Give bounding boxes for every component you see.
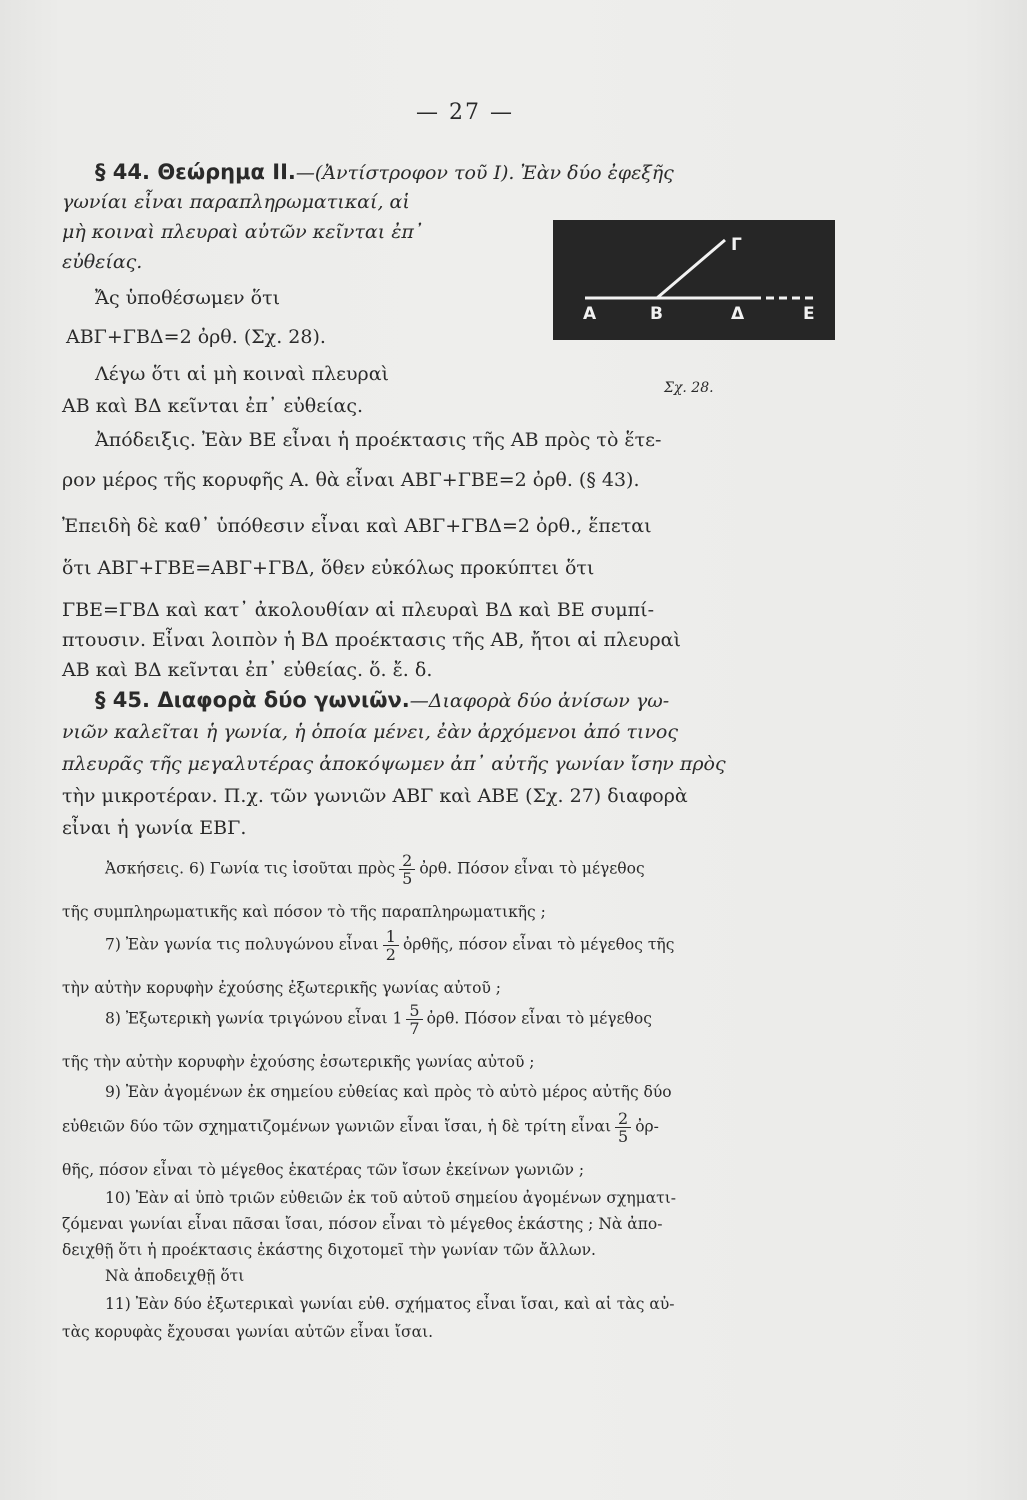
text-line: μὴ κοιναὶ πλευραὶ αὐτῶν κεῖνται ἐπ᾽ [62, 221, 424, 243]
exercise-text: 7) Ἐὰν γωνία τις πολυγώνου εἶναι [105, 935, 379, 954]
exercise-line: τῆς τὴν αὐτὴν κορυφὴν ἐχούσης ἐσωτερικῆς γωνίας αὐτοῦ ; [62, 1053, 535, 1071]
text-line: πλευρᾶς τῆς μεγαλυτέρας ἀποκόψωμεν ἀπ᾽ αὐτῆς γωνίαν ἴσην πρὸς [62, 753, 726, 775]
exercise-line: Νὰ ἀποδειχθῇ ὅτι [105, 1267, 245, 1285]
denominator: 5 [618, 1127, 629, 1146]
fraction [615, 1110, 631, 1145]
figure-label-e: Ε [803, 304, 815, 324]
figure-28-drawing [553, 220, 835, 340]
numerator: 2 [615, 1110, 631, 1128]
section-44-heading-line [95, 160, 674, 185]
fraction [383, 928, 399, 963]
exercise-text: ὀρθῆς, πόσον εἶναι τὸ μέγεθος τῆς [402, 935, 675, 954]
exercise-text: εὐθειῶν δύο τῶν σχηματιζομένων γωνιῶν εἶναι ἴσαι, ἡ δὲ τρίτη εἶναι [62, 1117, 612, 1136]
exercise-line [62, 1110, 659, 1145]
figure-caption: Σχ. 28. [664, 380, 714, 396]
exercise-line: ζόμεναι γωνίαι εἶναι πᾶσαι ἴσαι, πόσον εἶναι τὸ μέγεθος ἑκάστης ; Νὰ ἀπο- [62, 1215, 663, 1233]
figure-label-d: Δ [731, 304, 745, 324]
exercise-line: τὰς κορυφὰς ἔχουσαι γωνίαι αὐτῶν εἶναι ἴσαι. [62, 1323, 434, 1341]
text-line: πτουσιν. Εἶναι λοιπὸν ἡ ΒΔ προέκτασις τῆς ΑΒ, ἤτοι αἱ πλευραὶ [62, 629, 681, 651]
text-line: ὅτι ΑΒΓ+ΓΒΕ=ΑΒΓ+ΓΒΔ, ὅθεν εὐκόλως προκύπτει ὅτι [62, 557, 595, 579]
page-number: — 27 — [416, 100, 514, 125]
figure-label-a: Α [583, 304, 597, 324]
numerator: 5 [406, 1002, 422, 1020]
text-line: —Διαφορὰ δύο ἀνίσων γω- [409, 690, 670, 712]
text-line: ΑΒ καὶ ΒΔ κεῖνται ἐπ᾽ εὐθείας. [62, 395, 364, 417]
text-line: εἶναι ἡ γωνία ΕΒΓ. [62, 817, 247, 839]
text-line: —(Ἀντίστροφον τοῦ Ι). Ἐὰν δύο ἐφεξῆς [295, 162, 674, 184]
text-line: τὴν μικροτέραν. Π.χ. τῶν γωνιῶν ΑΒΓ καὶ ΑΒΕ (Σχ. 27) διαφορὰ [62, 785, 688, 807]
figure-label-b: Β [650, 304, 663, 324]
exercise-line: θῆς, πόσον εἶναι τὸ μέγεθος ἑκατέρας τῶν ἴσων ἐκείνων γωνιῶν ; [62, 1161, 585, 1179]
text-line: Λέγω ὅτι αἱ μὴ κοιναὶ πλευραὶ [95, 363, 389, 385]
text-line: ΓΒΕ=ΓΒΔ καὶ κατ᾽ ἀκολουθίαν αἱ πλευραὶ ΒΔ καὶ ΒΕ συμπί- [62, 599, 655, 621]
text-line: Ἐπειδὴ δὲ καθ᾽ ὑπόθεσιν εἶναι καὶ ΑΒΓ+ΓΒΔ=2 ὀρθ., ἕπεται [62, 515, 652, 537]
exercise-text: 8) Ἐξωτερικὴ γωνία τριγώνου εἶναι 1 [105, 1009, 403, 1028]
figure-28 [553, 220, 835, 340]
fraction [406, 1002, 422, 1037]
exercise-9-line: 9) Ἐὰν ἀγομένων ἐκ σημείου εὐθείας καὶ πρὸς τὸ αὐτὸ μέρος αὐτῆς δύο [105, 1083, 672, 1101]
proof-line: Ἀπόδειξις. Ἐὰν ΒΕ εἶναι ἡ προέκτασις τῆς ΑΒ πρὸς τὸ ἕτε- [95, 429, 662, 451]
text-line: ΑΒ καὶ ΒΔ κεῖνται ἐπ᾽ εὐθείας. ὅ. ἔ. δ. [62, 659, 433, 681]
text-line: εὐθείας. [62, 251, 143, 273]
section-44-title: § 44. Θεώρημα ΙΙ. [95, 160, 296, 184]
exercise-7-line [105, 928, 674, 963]
denominator: 2 [385, 945, 396, 964]
fraction [399, 852, 415, 887]
exercise-text: ὀρθ. Πόσον εἶναι τὸ μέγεθος [426, 1009, 652, 1028]
section-45-heading-line [95, 688, 669, 713]
text-line: ρον μέρος τῆς κορυφῆς Α. θὰ εἶναι ΑΒΓ+ΓΒΕ=2 ὀρθ. (§ 43). [62, 469, 640, 491]
figure-label-g: Γ [731, 235, 742, 255]
exercise-10-line: 10) Ἐὰν αἱ ὑπὸ τριῶν εὐθειῶν ἐκ τοῦ αὐτοῦ σημείου ἀγομένων σχηματι- [105, 1189, 677, 1207]
numerator: 2 [399, 852, 415, 870]
exercise-line: τὴν αὐτὴν κορυφὴν ἐχούσης ἐξωτερικῆς γωνίας αὐτοῦ ; [62, 979, 502, 997]
text-line: γωνίαι εἶναι παραπληρωματικαί, αἱ [62, 191, 410, 213]
denominator: 5 [402, 869, 413, 888]
text-line: νιῶν καλεῖται ἡ γωνία, ἡ ὁποία μένει, ἐὰν ἀρχόμενοι ἀπό τινος [62, 721, 678, 743]
section-45-title: § 45. Διαφορὰ δύο γωνιῶν. [95, 688, 410, 712]
text-line: Ἄς ὑποθέσωμεν ὅτι [95, 287, 281, 309]
exercise-text: Ἀσκήσεις. 6) Γωνία τις ἰσοῦται πρὸς [105, 859, 396, 878]
denominator: 7 [409, 1019, 420, 1038]
exercise-11-line: 11) Ἐὰν δύο ἐξωτερικαὶ γωνίαι εὐθ. σχήματος εἶναι ἴσαι, καὶ αἱ τὰς αὐ- [105, 1295, 675, 1313]
exercise-6-line [105, 852, 645, 887]
exercise-line: δειχθῇ ὅτι ἡ προέκτασις ἑκάστης διχοτομεῖ τὴν γωνίαν τῶν ἄλλων. [62, 1241, 596, 1259]
exercise-line: τῆς συμπληρωματικῆς καὶ πόσον τὸ τῆς παραπληρωματικῆς ; [62, 903, 546, 921]
numerator: 1 [383, 928, 399, 946]
exercise-text: ὀρ- [635, 1117, 659, 1136]
exercise-8-line [105, 1002, 652, 1037]
exercise-text: ὀρθ. Πόσον εἶναι τὸ μέγεθος [419, 859, 645, 878]
equation-line: ΑΒΓ+ΓΒΔ=2 ὀρθ. (Σχ. 28). [66, 326, 326, 348]
